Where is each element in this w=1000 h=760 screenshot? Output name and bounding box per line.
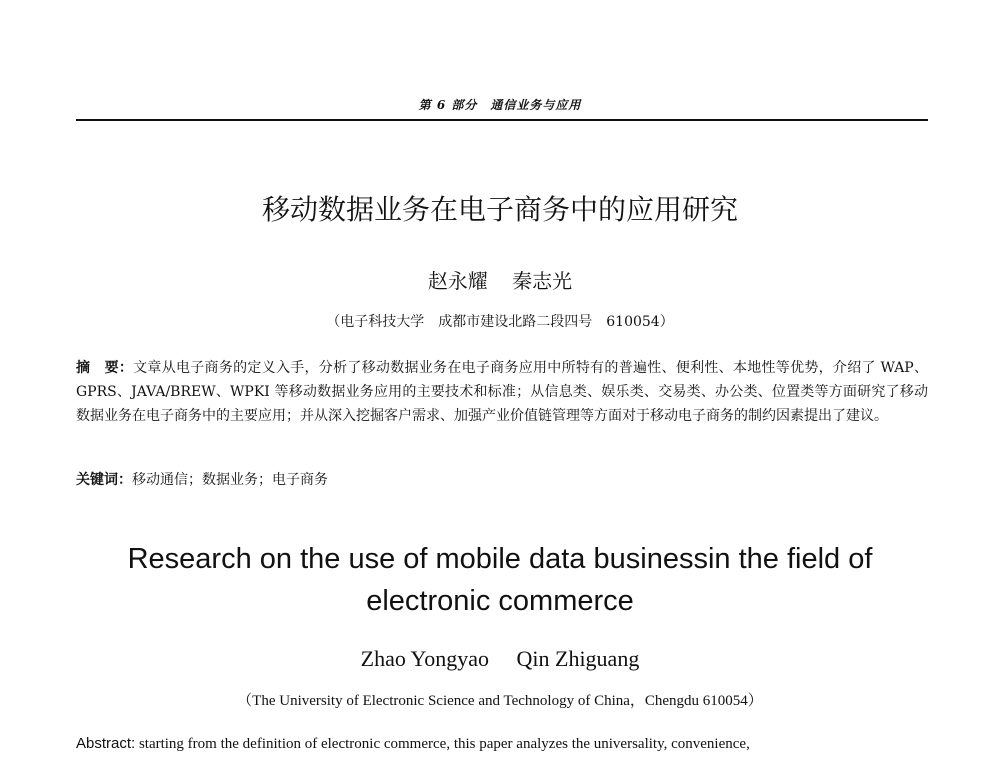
english-affiliation: （The University of Electronic Science and Technology of China，Chengdu 610054）	[237, 693, 763, 709]
chinese-authors	[0, 265, 1000, 294]
english-title	[0, 538, 1000, 622]
english-author-2: Qin Zhiguang	[516, 646, 640, 671]
english-abstract-text: starting from the definition of electronic commerce, this paper analyzes the universality, convenience,	[135, 736, 750, 752]
header-rule	[76, 119, 928, 121]
chinese-abstract	[76, 356, 928, 428]
chinese-keywords-text: 移动通信；数据业务；电子商务	[132, 472, 328, 488]
english-abstract	[76, 733, 936, 755]
english-authors	[0, 646, 1000, 672]
running-header: 第 6 部分 通信业务与应用	[418, 98, 582, 112]
chinese-affiliation: （电子科技大学 成都市建设北路二段四号 610054）	[326, 314, 674, 330]
english-abstract-label: Abstract:	[76, 735, 136, 752]
english-title-line-1: Research on the use of mobile data businessin the field of	[127, 543, 873, 575]
chinese-abstract-label: 摘 要：	[76, 360, 134, 376]
chinese-abstract-text: 文章从电子商务的定义入手，分析了移动数据业务在电子商务应用中所特有的普遍性、便利性、本地性等优势，介绍了 WAP、GPRS、JAVA/BREW、WPKI 等移动数据业务应用的主要技术和标准；从信息类、娱乐类、交易类、办公类、位置类等方面研究了移动数据业务在电子商务中的主要应用；并从深入挖掘客户需求、加强产业价值链管理等方面对于移动电子商务的制约因素提出了建议。	[76, 360, 929, 424]
english-title-line-2: electronic commerce	[366, 585, 634, 617]
chinese-author-2: 秦志光	[512, 269, 573, 293]
english-author-1: Zhao Yongyao	[360, 646, 489, 671]
chinese-keywords	[76, 468, 928, 492]
chinese-title: 移动数据业务在电子商务中的应用研究	[261, 193, 738, 226]
chinese-keywords-label: 关键词：	[76, 472, 132, 488]
chinese-author-1: 赵永耀	[427, 269, 488, 293]
